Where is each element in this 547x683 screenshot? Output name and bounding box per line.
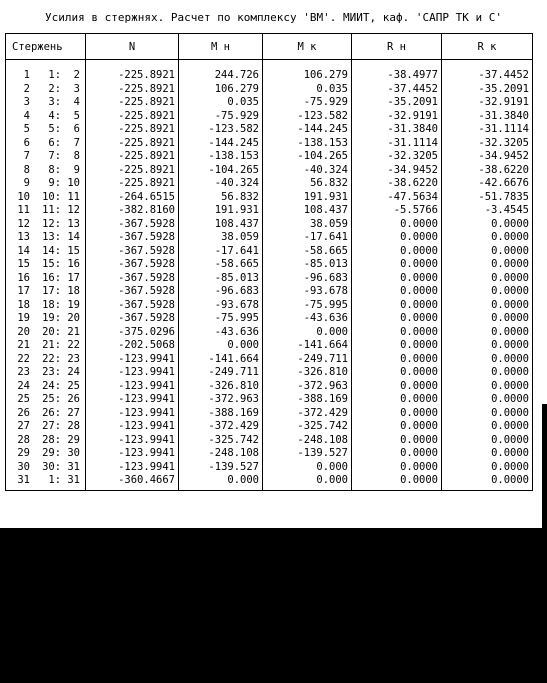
bar-nodes: 24: 25 xyxy=(42,379,80,392)
bar-nodes: 27: 28 xyxy=(42,420,80,433)
bar-number: 22 xyxy=(17,352,30,365)
cell-n: -367.5928 xyxy=(86,218,179,232)
cell-m-start: -104.265 xyxy=(179,164,263,178)
table-header-row xyxy=(6,34,533,60)
cell-r-end: 0.0000 xyxy=(442,420,533,434)
cell-r-end: -3.4545 xyxy=(442,204,533,218)
bar-nodes: 29: 30 xyxy=(42,447,80,460)
bar-number: 27 xyxy=(17,420,30,433)
table-row xyxy=(6,231,533,245)
bar-number: 9 xyxy=(23,177,30,190)
cell-r-end: 0.0000 xyxy=(442,474,533,490)
cell-m-start: -75.995 xyxy=(179,312,263,326)
cell-bar xyxy=(6,218,86,232)
cell-m-end: -104.265 xyxy=(263,150,352,164)
cell-r-start: 0.0000 xyxy=(352,339,442,353)
cell-r-start: -32.3205 xyxy=(352,150,442,164)
table-row xyxy=(6,218,533,232)
bar-number: 17 xyxy=(17,285,30,298)
cell-r-start: 0.0000 xyxy=(352,407,442,421)
bar-nodes: 4: 5 xyxy=(48,109,80,122)
cell-m-start: -40.324 xyxy=(179,177,263,191)
bar-number: 16 xyxy=(17,271,30,284)
cell-r-end: -51.7835 xyxy=(442,191,533,205)
table-row xyxy=(6,299,533,313)
cell-n: -123.9941 xyxy=(86,434,179,448)
table-row xyxy=(6,150,533,164)
bar-nodes: 1: 2 xyxy=(48,69,80,82)
cell-m-end: -43.636 xyxy=(263,312,352,326)
cell-m-end: -326.810 xyxy=(263,366,352,380)
cell-n: -225.8921 xyxy=(86,60,179,83)
cell-m-end: -248.108 xyxy=(263,434,352,448)
cell-n: -382.8160 xyxy=(86,204,179,218)
cell-r-end: -37.4452 xyxy=(442,60,533,83)
cell-m-end: -96.683 xyxy=(263,272,352,286)
cell-m-start: -372.963 xyxy=(179,393,263,407)
bar-nodes: 12: 13 xyxy=(42,217,80,230)
cell-m-end: -325.742 xyxy=(263,420,352,434)
cell-bar xyxy=(6,137,86,151)
cell-bar xyxy=(6,474,86,490)
table-row xyxy=(6,407,533,421)
cell-r-end: -38.6220 xyxy=(442,164,533,178)
cell-r-end: 0.0000 xyxy=(442,312,533,326)
cell-r-start: 0.0000 xyxy=(352,461,442,475)
cell-m-start: -372.429 xyxy=(179,420,263,434)
cell-bar xyxy=(6,393,86,407)
cell-r-start: -37.4452 xyxy=(352,83,442,97)
column-header-r-end: R к xyxy=(442,34,533,60)
cell-r-end: 0.0000 xyxy=(442,407,533,421)
cell-n: -367.5928 xyxy=(86,285,179,299)
table-row xyxy=(6,137,533,151)
table-body xyxy=(6,60,533,491)
cell-m-end: -141.664 xyxy=(263,339,352,353)
bar-nodes: 23: 24 xyxy=(42,366,80,379)
cell-m-end: -138.153 xyxy=(263,137,352,151)
bar-number: 6 xyxy=(23,136,30,149)
table-row xyxy=(6,380,533,394)
cell-n: -225.8921 xyxy=(86,96,179,110)
cell-n: -123.9941 xyxy=(86,366,179,380)
cell-m-end: -144.245 xyxy=(263,123,352,137)
bar-nodes: 14: 15 xyxy=(42,244,80,257)
window-edge xyxy=(542,404,547,528)
bar-nodes: 22: 23 xyxy=(42,352,80,365)
cell-bar xyxy=(6,434,86,448)
bar-nodes: 7: 8 xyxy=(48,150,80,163)
cell-bar xyxy=(6,407,86,421)
bar-number: 20 xyxy=(17,325,30,338)
bar-number: 12 xyxy=(17,217,30,230)
cell-r-start: 0.0000 xyxy=(352,447,442,461)
cell-m-end: -40.324 xyxy=(263,164,352,178)
cell-m-end: -75.995 xyxy=(263,299,352,313)
cell-n: -123.9941 xyxy=(86,447,179,461)
table-row xyxy=(6,191,533,205)
cell-bar xyxy=(6,312,86,326)
cell-bar xyxy=(6,110,86,124)
cell-m-start: 0.000 xyxy=(179,474,263,490)
cell-m-end: -123.582 xyxy=(263,110,352,124)
cell-m-start: 191.931 xyxy=(179,204,263,218)
bar-number: 15 xyxy=(17,258,30,271)
bar-number: 26 xyxy=(17,406,30,419)
cell-r-start: 0.0000 xyxy=(352,434,442,448)
cell-m-start: -388.169 xyxy=(179,407,263,421)
table-row xyxy=(6,339,533,353)
cell-bar xyxy=(6,366,86,380)
bar-number: 10 xyxy=(17,190,30,203)
cell-r-end: -31.1114 xyxy=(442,123,533,137)
bar-number: 21 xyxy=(17,339,30,352)
cell-r-end: -32.9191 xyxy=(442,96,533,110)
report-title: Усилия в стержнях. Расчет по комплексу 'ВМ'. МИИТ, каф. 'САПР ТК и С' xyxy=(45,11,502,24)
bar-nodes: 25: 26 xyxy=(42,393,80,406)
bar-nodes: 2: 3 xyxy=(48,82,80,95)
cell-r-start: 0.0000 xyxy=(352,272,442,286)
cell-m-start: -96.683 xyxy=(179,285,263,299)
cell-r-end: 0.0000 xyxy=(442,258,533,272)
cell-m-start: -139.527 xyxy=(179,461,263,475)
cell-bar xyxy=(6,245,86,259)
cell-m-end: -388.169 xyxy=(263,393,352,407)
cell-bar xyxy=(6,60,86,83)
cell-r-start: 0.0000 xyxy=(352,326,442,340)
cell-n: -123.9941 xyxy=(86,393,179,407)
cell-bar xyxy=(6,447,86,461)
cell-r-end: 0.0000 xyxy=(442,285,533,299)
cell-m-start: -43.636 xyxy=(179,326,263,340)
cell-r-start: -38.4977 xyxy=(352,60,442,83)
cell-n: -202.5068 xyxy=(86,339,179,353)
cell-r-start: -35.2091 xyxy=(352,96,442,110)
cell-r-start: -34.9452 xyxy=(352,164,442,178)
cell-m-end: 0.000 xyxy=(263,326,352,340)
cell-r-end: -35.2091 xyxy=(442,83,533,97)
cell-r-start: -5.5766 xyxy=(352,204,442,218)
table-row xyxy=(6,96,533,110)
table-row xyxy=(6,272,533,286)
cell-r-start: -31.1114 xyxy=(352,137,442,151)
cell-bar xyxy=(6,285,86,299)
table-row xyxy=(6,110,533,124)
cell-bar xyxy=(6,177,86,191)
cell-r-start: 0.0000 xyxy=(352,420,442,434)
bar-nodes: 16: 17 xyxy=(42,271,80,284)
cell-m-end: 108.437 xyxy=(263,204,352,218)
cell-r-start: 0.0000 xyxy=(352,393,442,407)
cell-m-end: 191.931 xyxy=(263,191,352,205)
cell-m-end: -372.429 xyxy=(263,407,352,421)
cell-bar xyxy=(6,326,86,340)
bar-number: 2 xyxy=(23,82,30,95)
bar-number: 18 xyxy=(17,298,30,311)
cell-r-end: -32.3205 xyxy=(442,137,533,151)
table-row xyxy=(6,123,533,137)
cell-r-start: 0.0000 xyxy=(352,380,442,394)
cell-bar xyxy=(6,420,86,434)
cell-m-start: -85.013 xyxy=(179,272,263,286)
table-row xyxy=(6,420,533,434)
table-row xyxy=(6,326,533,340)
cell-bar xyxy=(6,231,86,245)
column-header-r-start: R н xyxy=(352,34,442,60)
cell-r-end: 0.0000 xyxy=(442,272,533,286)
table-row xyxy=(6,393,533,407)
cell-r-start: 0.0000 xyxy=(352,353,442,367)
cell-bar xyxy=(6,258,86,272)
cell-m-start: -248.108 xyxy=(179,447,263,461)
cell-r-end: -34.9452 xyxy=(442,150,533,164)
table-row xyxy=(6,474,533,490)
cell-m-end: -75.929 xyxy=(263,96,352,110)
cell-n: -360.4667 xyxy=(86,474,179,490)
bar-number: 4 xyxy=(23,109,30,122)
cell-r-start: 0.0000 xyxy=(352,258,442,272)
table-row xyxy=(6,164,533,178)
cell-bar xyxy=(6,83,86,97)
table-row xyxy=(6,434,533,448)
bar-nodes: 18: 19 xyxy=(42,298,80,311)
cell-n: -123.9941 xyxy=(86,380,179,394)
bar-number: 25 xyxy=(17,393,30,406)
bar-nodes: 26: 27 xyxy=(42,406,80,419)
cell-m-end: -93.678 xyxy=(263,285,352,299)
cell-bar xyxy=(6,272,86,286)
bar-number: 19 xyxy=(17,312,30,325)
column-header-m-end: M к xyxy=(263,34,352,60)
bar-number: 11 xyxy=(17,204,30,217)
cell-m-start: -141.664 xyxy=(179,353,263,367)
cell-r-end: 0.0000 xyxy=(442,434,533,448)
cell-n: -225.8921 xyxy=(86,137,179,151)
column-header-bar: Стержень xyxy=(6,34,86,60)
table-row xyxy=(6,353,533,367)
bar-nodes: 8: 9 xyxy=(48,163,80,176)
cell-r-end: 0.0000 xyxy=(442,380,533,394)
cell-m-start: -325.742 xyxy=(179,434,263,448)
bar-forces-table xyxy=(5,33,533,491)
cell-r-start: -47.5634 xyxy=(352,191,442,205)
bar-nodes: 13: 14 xyxy=(42,231,80,244)
cell-r-start: 0.0000 xyxy=(352,312,442,326)
cell-r-end: 0.0000 xyxy=(442,299,533,313)
table-row xyxy=(6,60,533,83)
cell-bar xyxy=(6,123,86,137)
cell-bar xyxy=(6,353,86,367)
cell-m-start: 106.279 xyxy=(179,83,263,97)
cell-m-end: 106.279 xyxy=(263,60,352,83)
table-row xyxy=(6,177,533,191)
bar-nodes: 9: 10 xyxy=(48,177,80,190)
cell-r-start: 0.0000 xyxy=(352,231,442,245)
cell-r-end: 0.0000 xyxy=(442,245,533,259)
cell-n: -225.8921 xyxy=(86,110,179,124)
cell-n: -367.5928 xyxy=(86,245,179,259)
cell-r-start: -38.6220 xyxy=(352,177,442,191)
bar-number: 30 xyxy=(17,460,30,473)
cell-r-end: 0.0000 xyxy=(442,393,533,407)
cell-n: -225.8921 xyxy=(86,150,179,164)
bar-nodes: 30: 31 xyxy=(42,460,80,473)
bar-number: 5 xyxy=(23,123,30,136)
cell-m-end: 0.000 xyxy=(263,474,352,490)
cell-bar xyxy=(6,299,86,313)
table-row xyxy=(6,461,533,475)
bar-number: 1 xyxy=(23,69,30,82)
cell-bar xyxy=(6,150,86,164)
cell-r-end: -31.3840 xyxy=(442,110,533,124)
cell-m-end: -17.641 xyxy=(263,231,352,245)
cell-r-end: 0.0000 xyxy=(442,447,533,461)
cell-n: -375.0296 xyxy=(86,326,179,340)
cell-m-start: -249.711 xyxy=(179,366,263,380)
bar-number: 13 xyxy=(17,231,30,244)
cell-m-start: -326.810 xyxy=(179,380,263,394)
cell-m-start: 0.035 xyxy=(179,96,263,110)
table-row xyxy=(6,204,533,218)
cell-m-start: 244.726 xyxy=(179,60,263,83)
bar-nodes: 19: 20 xyxy=(42,312,80,325)
cell-r-start: 0.0000 xyxy=(352,366,442,380)
cell-m-end: 0.000 xyxy=(263,461,352,475)
cell-r-end: 0.0000 xyxy=(442,231,533,245)
bar-nodes: 3: 4 xyxy=(48,96,80,109)
cell-bar xyxy=(6,380,86,394)
bar-number: 31 xyxy=(17,474,30,487)
cell-m-end: 56.832 xyxy=(263,177,352,191)
cell-n: -123.9941 xyxy=(86,420,179,434)
cell-r-end: 0.0000 xyxy=(442,461,533,475)
cell-r-start: 0.0000 xyxy=(352,245,442,259)
table-row xyxy=(6,258,533,272)
bar-nodes: 1: 31 xyxy=(48,474,80,487)
table-row xyxy=(6,245,533,259)
bar-number: 14 xyxy=(17,244,30,257)
column-header-n: N xyxy=(86,34,179,60)
cell-n: -225.8921 xyxy=(86,177,179,191)
bar-number: 3 xyxy=(23,96,30,109)
cell-r-end: 0.0000 xyxy=(442,326,533,340)
cell-n: -225.8921 xyxy=(86,83,179,97)
table-row xyxy=(6,83,533,97)
cell-m-start: 0.000 xyxy=(179,339,263,353)
cell-m-start: -75.929 xyxy=(179,110,263,124)
cell-m-end: 0.035 xyxy=(263,83,352,97)
cell-r-end: 0.0000 xyxy=(442,353,533,367)
bar-number: 7 xyxy=(23,150,30,163)
cell-m-end: -249.711 xyxy=(263,353,352,367)
cell-n: -367.5928 xyxy=(86,272,179,286)
cell-r-start: -31.3840 xyxy=(352,123,442,137)
bar-number: 29 xyxy=(17,447,30,460)
cell-n: -225.8921 xyxy=(86,164,179,178)
cell-m-start: 56.832 xyxy=(179,191,263,205)
bar-nodes: 17: 18 xyxy=(42,285,80,298)
bar-nodes: 20: 21 xyxy=(42,325,80,338)
cell-bar xyxy=(6,461,86,475)
table-row xyxy=(6,447,533,461)
cell-m-start: -93.678 xyxy=(179,299,263,313)
cell-r-start: 0.0000 xyxy=(352,474,442,490)
cell-n: -225.8921 xyxy=(86,123,179,137)
bar-nodes: 21: 22 xyxy=(42,339,80,352)
table-row xyxy=(6,285,533,299)
cell-r-start: 0.0000 xyxy=(352,299,442,313)
cell-bar xyxy=(6,164,86,178)
column-header-m-start: M н xyxy=(179,34,263,60)
cell-bar xyxy=(6,339,86,353)
cell-bar xyxy=(6,191,86,205)
cell-r-end: 0.0000 xyxy=(442,366,533,380)
cell-n: -367.5928 xyxy=(86,231,179,245)
table-row xyxy=(6,312,533,326)
cell-m-start: -138.153 xyxy=(179,150,263,164)
cell-n: -367.5928 xyxy=(86,312,179,326)
cell-r-start: 0.0000 xyxy=(352,285,442,299)
table-row xyxy=(6,366,533,380)
bar-number: 23 xyxy=(17,366,30,379)
cell-m-start: -58.665 xyxy=(179,258,263,272)
cell-m-end: -372.963 xyxy=(263,380,352,394)
cell-r-start: 0.0000 xyxy=(352,218,442,232)
cell-n: -367.5928 xyxy=(86,299,179,313)
bar-nodes: 15: 16 xyxy=(42,258,80,271)
cell-r-end: 0.0000 xyxy=(442,218,533,232)
cell-n: -367.5928 xyxy=(86,258,179,272)
cell-m-end: 38.059 xyxy=(263,218,352,232)
cell-n: -123.9941 xyxy=(86,353,179,367)
bar-number: 28 xyxy=(17,433,30,446)
bar-number: 8 xyxy=(23,163,30,176)
cell-m-end: -139.527 xyxy=(263,447,352,461)
cell-r-end: 0.0000 xyxy=(442,339,533,353)
bar-nodes: 28: 29 xyxy=(42,433,80,446)
cell-m-start: -144.245 xyxy=(179,137,263,151)
cell-m-start: 108.437 xyxy=(179,218,263,232)
bar-nodes: 10: 11 xyxy=(42,190,80,203)
cell-n: -264.6515 xyxy=(86,191,179,205)
cell-m-end: -85.013 xyxy=(263,258,352,272)
cell-m-start: 38.059 xyxy=(179,231,263,245)
bar-nodes: 5: 6 xyxy=(48,123,80,136)
cell-m-start: -123.582 xyxy=(179,123,263,137)
bar-nodes: 11: 12 xyxy=(42,204,80,217)
cell-n: -123.9941 xyxy=(86,461,179,475)
cell-bar xyxy=(6,96,86,110)
cell-r-start: -32.9191 xyxy=(352,110,442,124)
bar-number: 24 xyxy=(17,379,30,392)
bar-nodes: 6: 7 xyxy=(48,136,80,149)
cell-n: -123.9941 xyxy=(86,407,179,421)
cell-m-end: -58.665 xyxy=(263,245,352,259)
cell-r-end: -42.6676 xyxy=(442,177,533,191)
cell-m-start: -17.641 xyxy=(179,245,263,259)
cell-bar xyxy=(6,204,86,218)
